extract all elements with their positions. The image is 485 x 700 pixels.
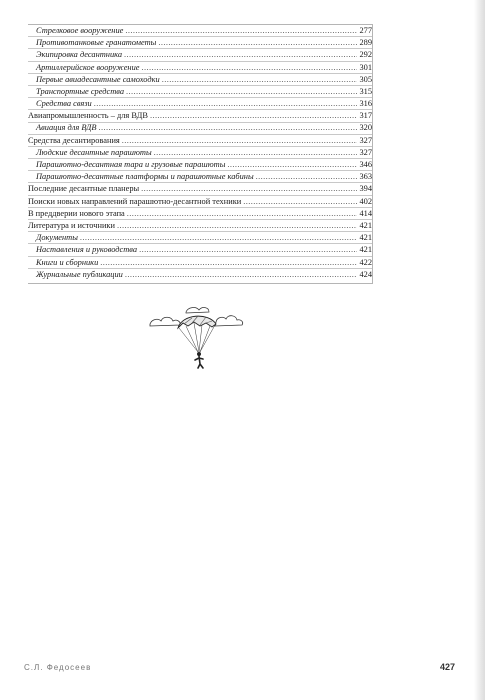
- toc-entry-page: 327: [359, 135, 372, 145]
- toc-leader-dots: [256, 171, 358, 182]
- toc-leader-dots: [139, 244, 357, 255]
- toc-entry-title: Наставления и руководства: [36, 245, 138, 255]
- toc-leader-dots: [126, 86, 357, 97]
- table-of-contents: [28, 24, 373, 284]
- toc-entry-title: Поиски новых направлений парашютно-десантной техники: [28, 196, 242, 206]
- toc-entry-title: Транспортные средства: [36, 86, 125, 96]
- toc-entry-page: 327: [359, 147, 372, 157]
- toc-entry[interactable]: [28, 208, 372, 220]
- toc-entry-title: Авиапромышленность – для ВДВ: [28, 111, 148, 121]
- toc-leader-dots: [80, 232, 358, 243]
- toc-entry[interactable]: [28, 25, 372, 37]
- toc-entry-title: В преддверии нового этапа: [28, 208, 125, 218]
- toc-entry-title: Книги и сборники: [36, 257, 99, 267]
- toc-leader-dots: [100, 257, 357, 268]
- footer-author: С.Л. Федосеев: [24, 663, 92, 672]
- toc-entry-page: 277: [359, 25, 372, 35]
- toc-entry[interactable]: [28, 110, 372, 122]
- toc-entry-page: 292: [359, 50, 372, 60]
- toc-entry[interactable]: [28, 171, 372, 183]
- toc-entry[interactable]: [28, 62, 372, 74]
- toc-entry-page: 315: [359, 86, 372, 96]
- toc-entry-page: 320: [359, 123, 372, 133]
- toc-entry[interactable]: [28, 49, 372, 61]
- toc-leader-dots: [150, 110, 357, 121]
- cloud-left-icon: [150, 317, 180, 326]
- toc-entry-title: Средства десантирования: [28, 135, 120, 145]
- toc-leader-dots: [117, 220, 357, 231]
- toc-leader-dots: [125, 25, 357, 36]
- page-edge-shade: [474, 0, 485, 700]
- toc-leader-dots: [127, 208, 358, 219]
- page-number: 427: [440, 662, 456, 672]
- toc-entry-title: Парашютно-десантная тара и грузовые парашюты: [36, 160, 226, 170]
- toc-leader-dots: [94, 98, 358, 109]
- toc-entry-page: 301: [359, 62, 372, 72]
- cloud-top-icon: [186, 308, 209, 313]
- toc-entry[interactable]: [28, 183, 372, 195]
- toc-entry[interactable]: [28, 135, 372, 147]
- toc-entry[interactable]: [28, 244, 372, 256]
- toc-entry[interactable]: [28, 257, 372, 269]
- toc-entry[interactable]: [28, 196, 372, 208]
- toc-leader-dots: [141, 62, 357, 73]
- toc-entry-title: Последние десантные планеры: [28, 184, 140, 194]
- toc-leader-dots: [162, 74, 358, 85]
- toc-entry-page: 421: [359, 233, 372, 243]
- toc-entry[interactable]: [28, 159, 372, 171]
- toc-entry-page: 316: [359, 99, 372, 109]
- toc-entry[interactable]: [28, 232, 372, 244]
- toc-entry-page: 402: [359, 196, 372, 206]
- canopy-icon: [178, 316, 216, 328]
- toc-entry-title: Журнальные публикации: [36, 269, 123, 279]
- toc-leader-dots: [124, 49, 357, 60]
- toc-leader-dots: [122, 135, 358, 146]
- toc-entry-page: 414: [359, 208, 372, 218]
- toc-entry-title: Артиллерийское вооружение: [36, 62, 140, 72]
- toc-entry-title: Литература и источники: [28, 220, 115, 230]
- toc-leader-dots: [154, 147, 358, 158]
- toc-entry-title: Первые авиадесантные самоходки: [36, 74, 160, 84]
- toc-entry[interactable]: [28, 123, 372, 135]
- toc-entry-page: 424: [359, 269, 372, 279]
- toc-entry-page: 421: [359, 245, 372, 255]
- toc-entry[interactable]: [28, 269, 372, 280]
- toc-entry-page: 346: [359, 160, 372, 170]
- toc-entry-title: Стрелковое вооружение: [36, 25, 124, 35]
- toc-leader-dots: [125, 269, 358, 280]
- toc-leader-dots: [227, 159, 357, 170]
- toc-entry-page: 394: [359, 184, 372, 194]
- toc-entry-page: 305: [359, 74, 372, 84]
- toc-entry-title: Людские десантные парашюты: [36, 147, 152, 157]
- toc-leader-dots: [158, 37, 357, 48]
- toc-entry[interactable]: [28, 86, 372, 98]
- cloud-right-icon: [215, 316, 243, 326]
- toc-entry[interactable]: [28, 98, 372, 110]
- toc-entry-page: 422: [359, 257, 372, 267]
- toc-entry[interactable]: [28, 147, 372, 159]
- toc-entry-title: Авиация для ВДВ: [36, 123, 97, 133]
- toc-entry-page: 421: [359, 220, 372, 230]
- toc-entry-title: Документы: [36, 233, 78, 243]
- toc-entry-page: 289: [359, 38, 372, 48]
- toc-leader-dots: [141, 183, 357, 194]
- parachutist-icon: [146, 302, 246, 372]
- toc-leader-dots: [98, 122, 357, 133]
- toc-entry[interactable]: [28, 74, 372, 86]
- toc-leader-dots: [243, 196, 357, 207]
- toc-entry-title: Экипировка десантника: [36, 50, 123, 60]
- toc-entry-page: 363: [359, 172, 372, 182]
- toc-entry[interactable]: [28, 37, 372, 49]
- toc-entry-title: Противотанковые гранатометы: [36, 38, 157, 48]
- toc-entry-title: Парашютно-десантные платформы и парашютные кабины: [36, 172, 254, 182]
- toc-entry-page: 317: [359, 111, 372, 121]
- toc-entry-title: Средства связи: [36, 99, 92, 109]
- toc-entry[interactable]: [28, 220, 372, 232]
